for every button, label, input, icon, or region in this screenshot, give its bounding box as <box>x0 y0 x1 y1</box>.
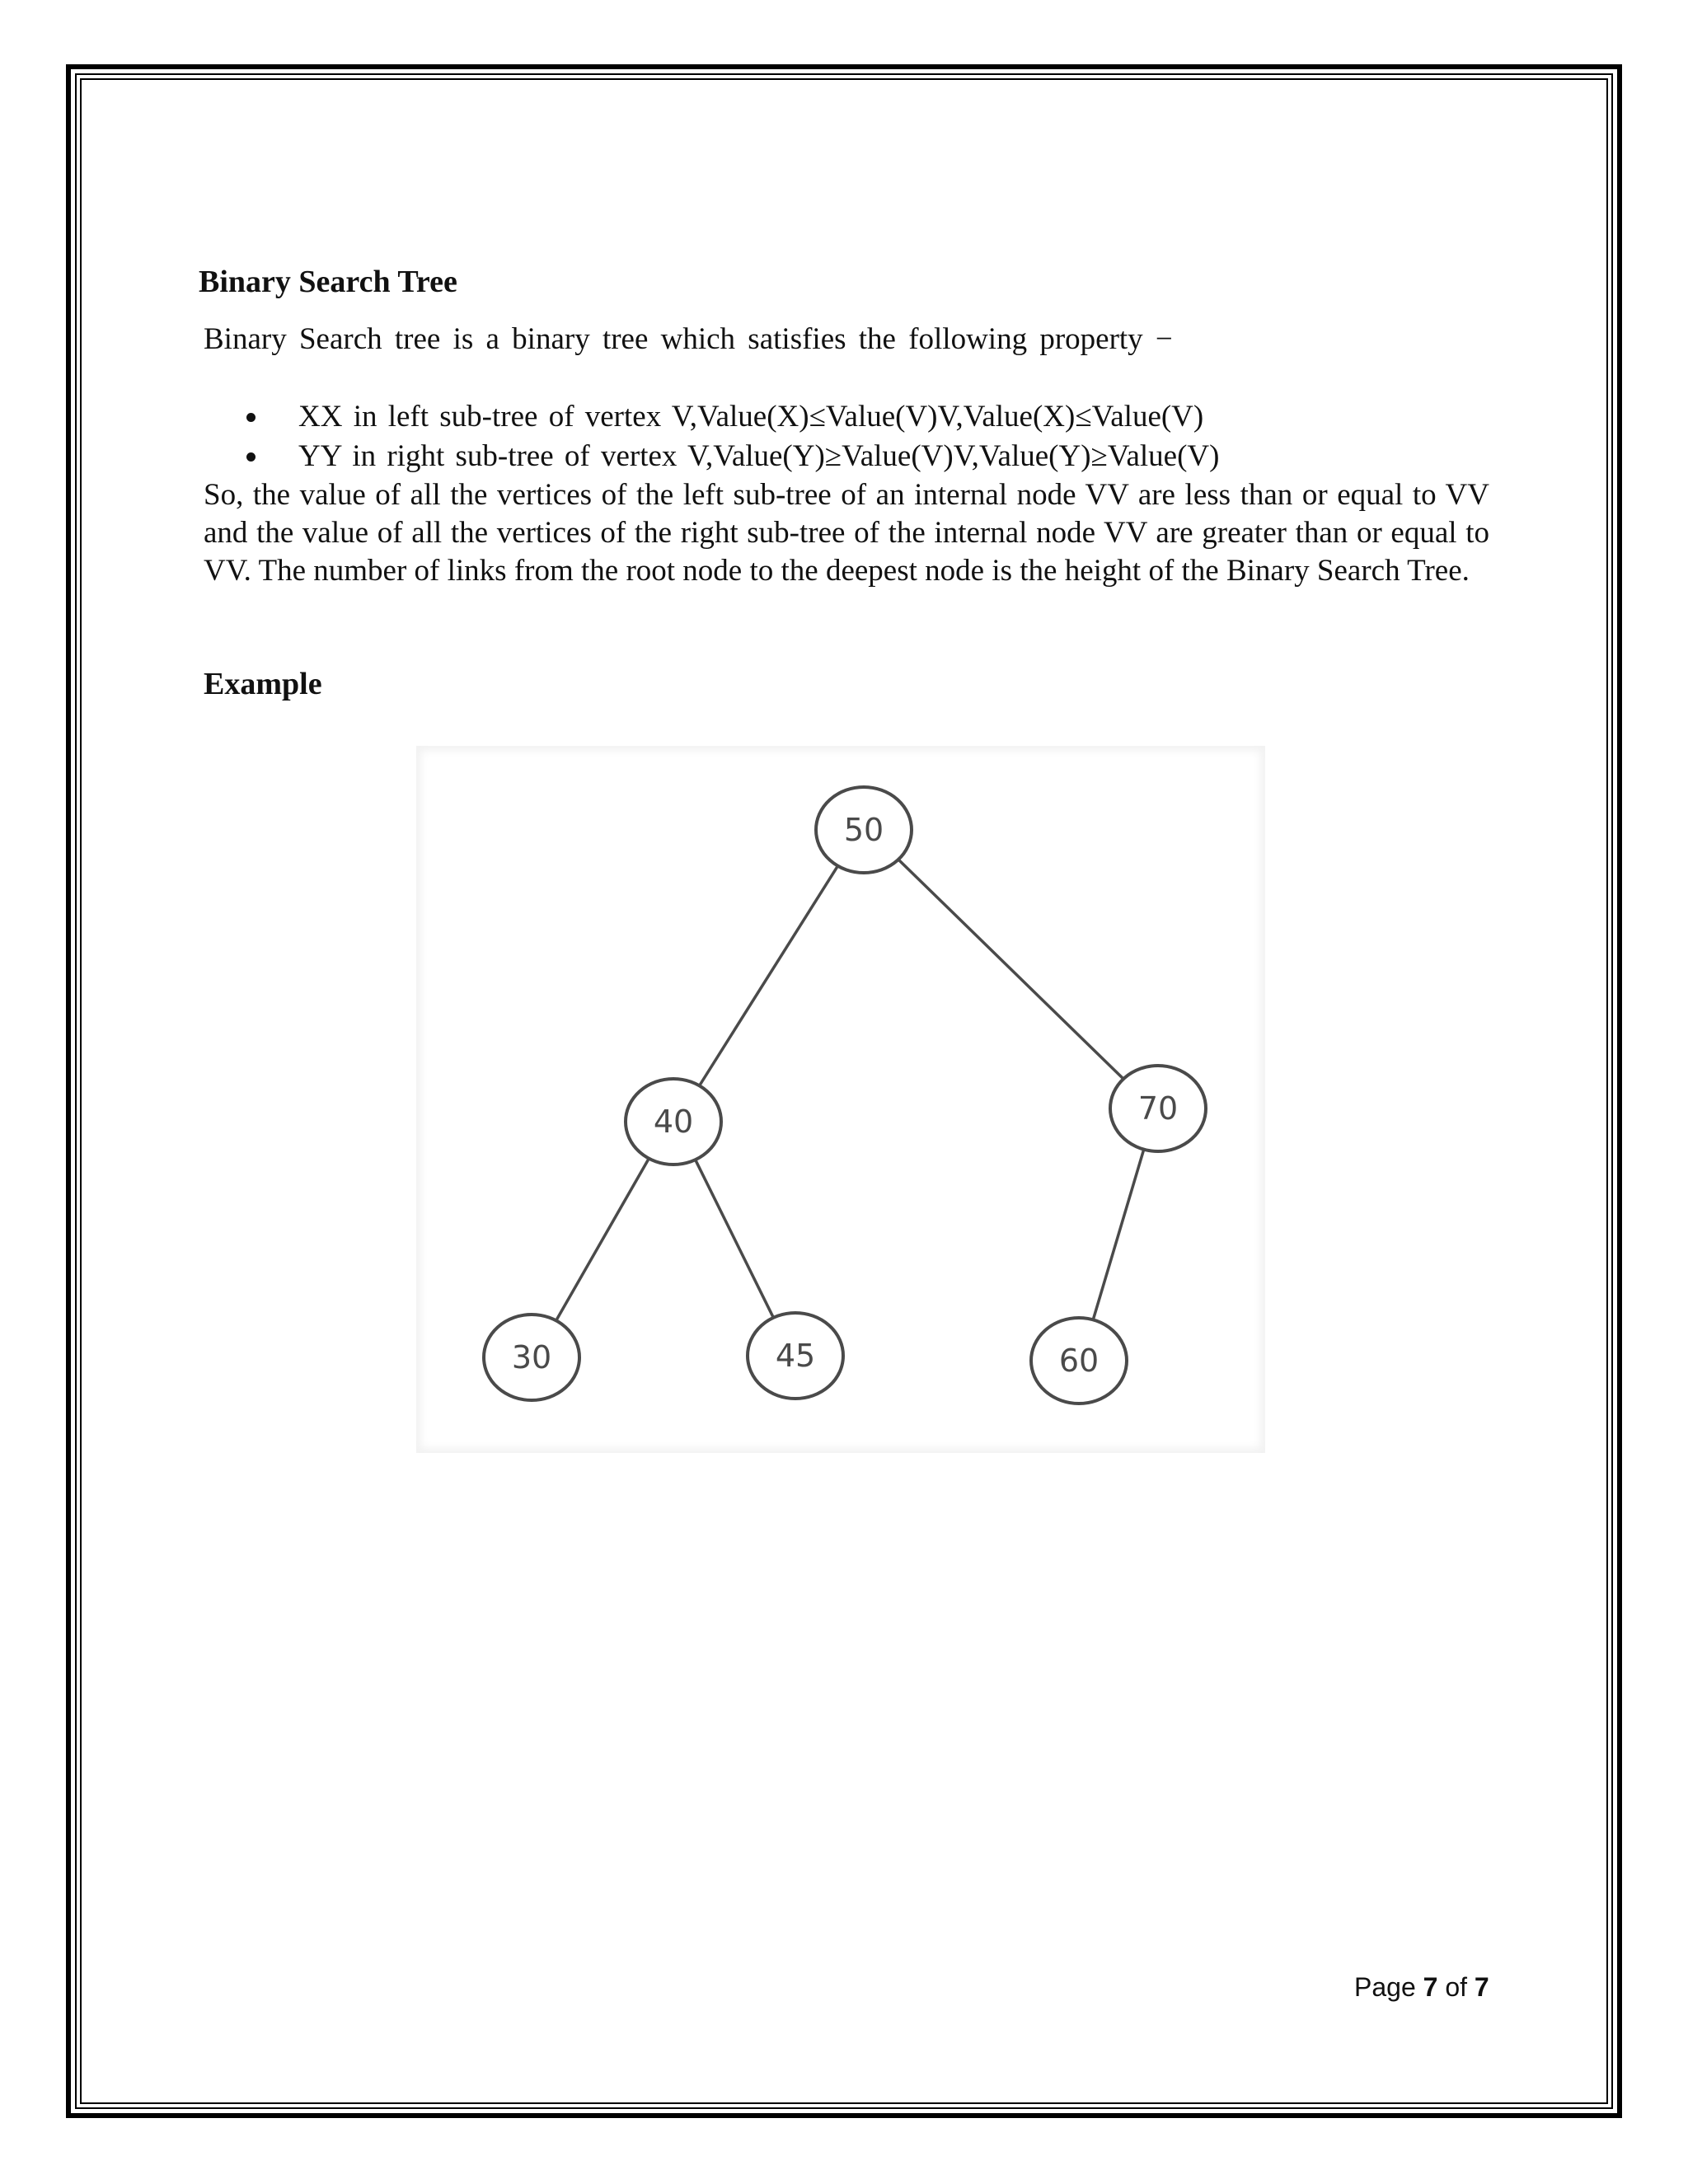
tree-node-50 <box>816 787 912 873</box>
property-item-left <box>204 397 1219 437</box>
bst-diagram <box>416 746 1265 1453</box>
tree-edge <box>1092 1147 1144 1322</box>
tree-node-60 <box>1031 1318 1127 1404</box>
bullet-icon <box>246 452 256 462</box>
tree-edge <box>694 1158 774 1319</box>
bullet-icon <box>246 413 256 422</box>
example-heading: Example <box>204 667 322 701</box>
tree-nodes <box>484 787 1206 1404</box>
tree-node-30 <box>484 1315 579 1400</box>
bst-svg <box>416 746 1265 1453</box>
tree-edge <box>698 864 839 1087</box>
tree-node-40 <box>626 1079 721 1165</box>
property-text-right: YY in right sub-tree of vertex V,Value(Y)≥Value(V)V,Value(Y)≥Value(V) <box>298 439 1220 473</box>
explanation-paragraph: So, the value of all the vertices of the left sub-tree of an internal node VV are less than or equal to VV and the value of all the vertices of the right sub-tree of the internal node VV are greater than or equal to VV. The number of links from the root node to the deepest node is the height of the Binary Search Tree. <box>204 478 1489 588</box>
page-number-of: of <box>1445 1972 1467 2002</box>
section-heading: Binary Search Tree <box>199 265 457 299</box>
property-text-left: XX in left sub-tree of vertex V,Value(X)≤Value(V)V,Value(X)≤Value(V) <box>298 400 1204 434</box>
page-number-prefix: Page <box>1354 1972 1416 2002</box>
tree-node-label: 60 <box>1058 1343 1100 1379</box>
page-number <box>1354 1972 1489 2003</box>
intro-text: Binary Search tree is a binary tree which satisfies the following property − <box>204 322 1173 356</box>
tree-node-label: 30 <box>511 1339 552 1376</box>
tree-node-45 <box>748 1313 843 1399</box>
page-number-current: 7 <box>1423 1972 1438 2002</box>
tree-node-label: 45 <box>775 1338 816 1374</box>
tree-node-label: 40 <box>653 1104 694 1140</box>
tree-node-label: 70 <box>1137 1090 1179 1127</box>
tree-node-70 <box>1110 1066 1206 1151</box>
page-number-total: 7 <box>1474 1972 1489 2002</box>
property-list <box>204 397 1219 476</box>
tree-edge <box>555 1156 649 1322</box>
tree-edge <box>897 858 1125 1080</box>
property-item-right <box>204 437 1219 476</box>
tree-node-label: 50 <box>843 812 884 848</box>
